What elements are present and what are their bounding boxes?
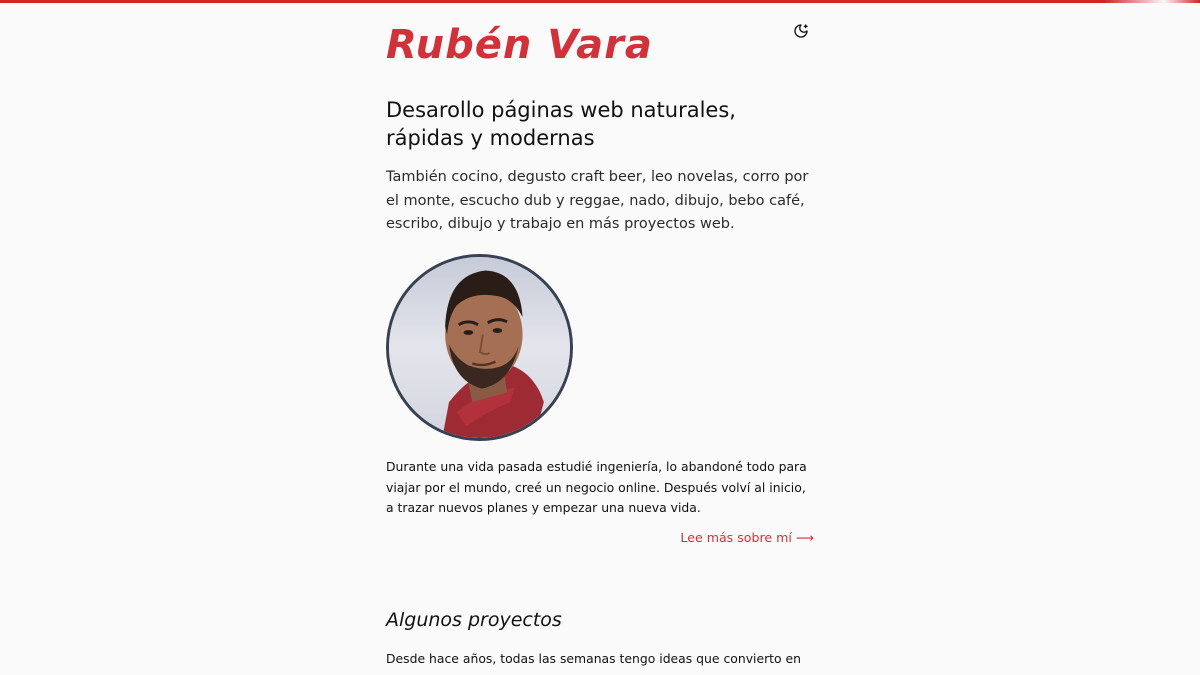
hero-intro: También cocino, degusto craft beer, leo novelas, corro por el monte, escucho dub y reggae, nado, dibujo, bebo café, escribo, dibujo y trabajo en más proyectos web. — [386, 169, 809, 232]
read-more-about-link[interactable]: Lee más sobre mí ⟶ — [680, 530, 814, 545]
avatar — [386, 254, 573, 441]
about-bio: Durante una vida pasada estudié ingeniería, lo abandoné todo para viajar por el mundo, creé un negocio online. Después volví al inicio, a trazar nuevos planes y empezar una nueva vida. — [386, 459, 807, 515]
site-title-link[interactable]: Rubén Vara — [386, 22, 653, 68]
top-accent-bar — [0, 0, 1200, 3]
projects-section-title: Algunos proyectos — [386, 609, 562, 631]
hero-headline: Desarollo páginas web naturales, rápidas y modernas — [386, 98, 736, 150]
projects-intro-text: Desde hace años, todas las semanas tengo ideas que convierto en — [386, 651, 802, 666]
moon-icon[interactable] — [793, 23, 809, 39]
